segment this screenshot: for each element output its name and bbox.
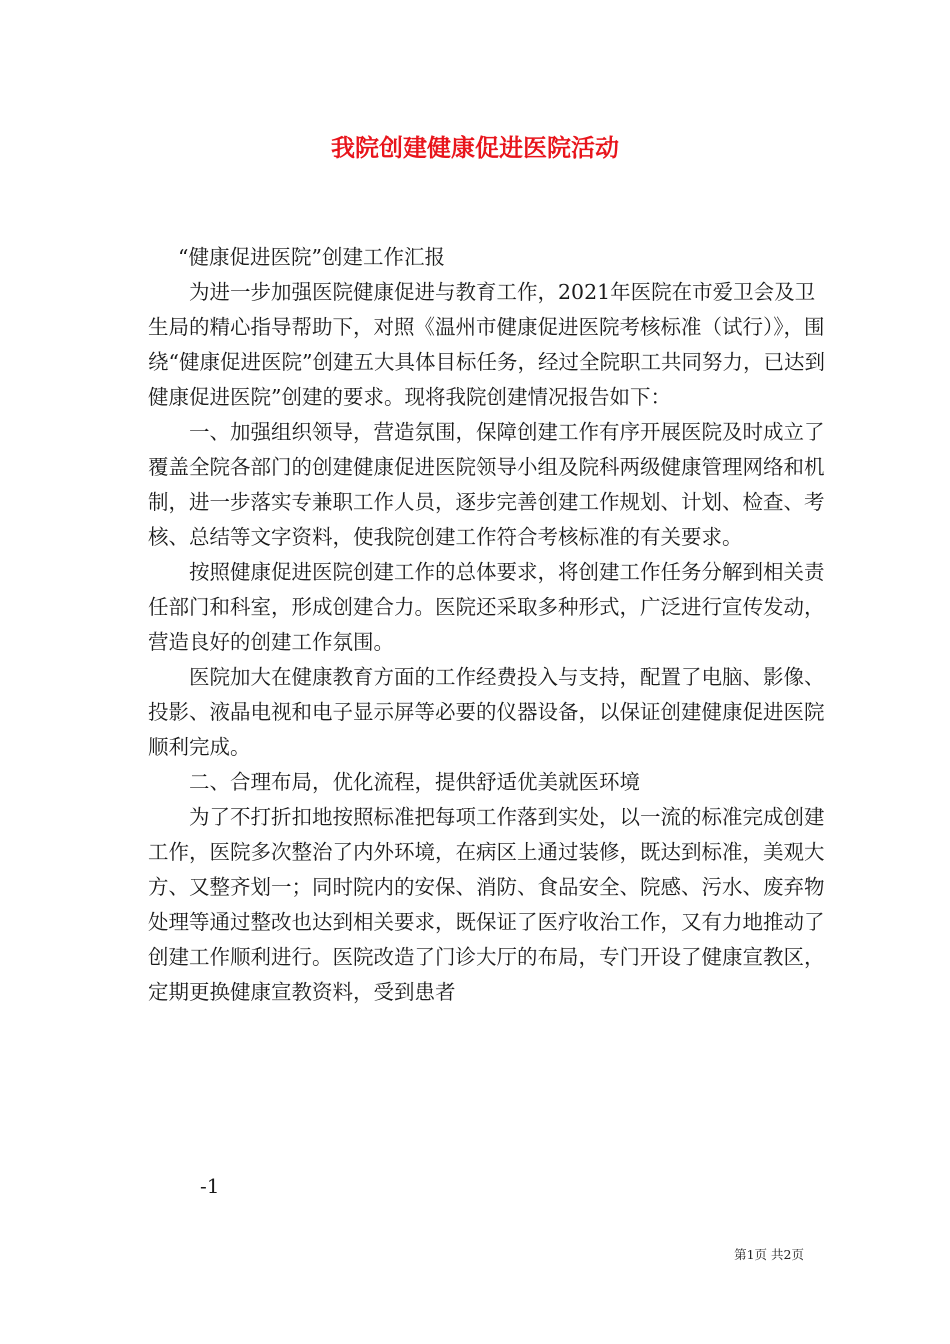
paragraph-intro: 为进一步加强医院健康促进与教育工作，2021年医院在市爱卫会及卫生局的精心指导帮助下，对照《温州市健康促进医院考核标准（试行）》，围绕“健康促进医院”创建五大具体目标任务，经过全院职工共同努力，已达到健康促进医院”创建的要求。现将我院创建情况报告如下：: [148, 280, 825, 409]
page-marker: -1: [200, 1174, 220, 1198]
document-body: [148, 240, 828, 1010]
section-two-heading: 二、合理布局，优化流程，提供舒适优美就医环境: [189, 770, 640, 794]
paragraph-funding: 医院加大在健康教育方面的工作经费投入与支持，配置了电脑、影像、投影、液晶电视和电子显示屏等必要的仪器设备，以保证创建健康促进医院顺利完成。: [148, 665, 825, 759]
page-footer: 第1页 共2页: [734, 1247, 804, 1262]
document-title: 我院创建健康促进医院活动: [331, 133, 619, 162]
paragraph-section-one: 一、加强组织领导，营造氛围，保障创建工作有序开展医院及时成立了覆盖全院各部门的创建健康促进医院领导小组及院科两级健康管理网络和机制，进一步落实专兼职工作人员，逐步完善创建工作规划、计划、检查、考核、总结等文字资料，使我院创建工作符合考核标准的有关要求。: [148, 420, 825, 549]
report-subheading: “健康促进医院”创建工作汇报: [178, 245, 445, 269]
paragraph-environment: 为了不打折扣地按照标准把每项工作落到实处，以一流的标准完成创建工作，医院多次整治了内外环境，在病区上通过装修，既达到标准，美观大方、又整齐划一；同时院内的安保、消防、食品安全、院感、污水、废弃物处理等通过整改也达到相关要求，既保证了医疗收治工作，又有力地推动了创建工作顺利进行。医院改造了门诊大厅的布局，专门开设了健康宣教区，定期更换健康宣教资料，受到患者: [148, 805, 825, 1004]
paragraph-task-breakdown: 按照健康促进医院创建工作的总体要求，将创建工作任务分解到相关责任部门和科室，形成创建合力。医院还采取多种形式，广泛进行宣传发动，营造良好的创建工作氛围。: [148, 560, 825, 654]
